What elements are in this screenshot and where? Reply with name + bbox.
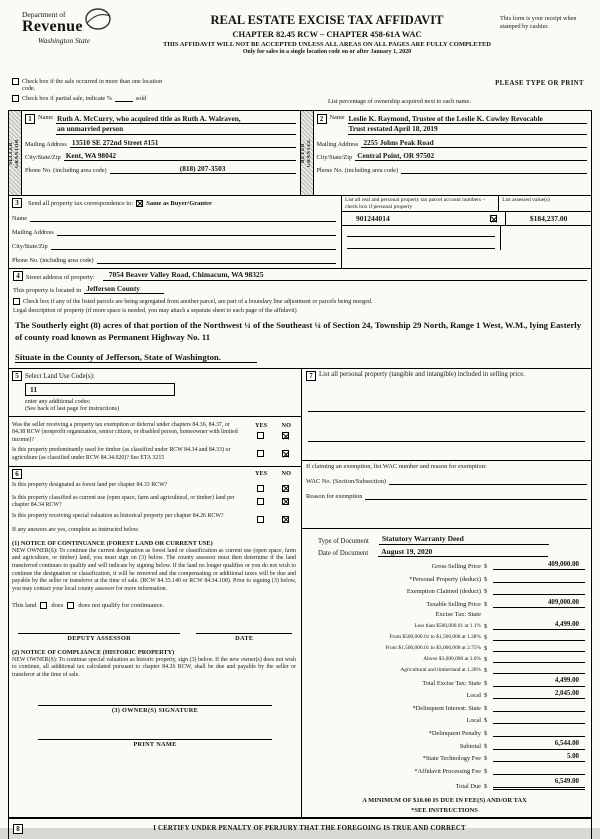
tax-row-label: Exemption Claimed (deduct)	[406, 588, 481, 595]
seller-csz-field[interactable]: Kent, WA 98042	[64, 152, 296, 161]
corr-csz-field[interactable]	[51, 241, 336, 250]
tax-row	[304, 766, 585, 775]
seller-grantor-band	[9, 111, 22, 195]
tax-row	[304, 740, 585, 749]
exemption-reason-field[interactable]	[365, 491, 587, 500]
section-6	[9, 467, 301, 817]
located-in-label: This property is located in	[13, 287, 82, 295]
buyer-name-line1: Leslie K. Raymond, Trustee of the Leslie K. Cowley Revocable	[348, 114, 587, 124]
tax-row-label: Total Excise Tax: State	[422, 679, 481, 687]
if-yes-note: If any answers are yes, complete as instructed below.	[12, 526, 140, 533]
buyer-phone-label: Phone No. (including area code)	[316, 167, 399, 174]
tax-row-value	[493, 703, 585, 712]
tax-row	[304, 728, 585, 737]
excise-tax-table	[304, 557, 585, 790]
tax-row-label: Local	[466, 717, 481, 725]
type-of-document-label: Type of Document	[318, 537, 369, 545]
tax-row-value: 4,499.00	[493, 621, 585, 630]
buyer-mailing-field[interactable]: 2255 Johns Peak Road	[361, 139, 587, 148]
section-4-number: 4	[13, 271, 23, 281]
assessor-date-field[interactable]	[196, 623, 292, 634]
buyer-phone-field[interactable]	[401, 165, 587, 174]
assessor-signature-row	[18, 623, 292, 642]
same-as-buyer-label: Same as Buyer/Grantee	[146, 199, 212, 207]
grantee-band-label: GRANTEE	[306, 138, 312, 168]
tax-row	[304, 632, 585, 641]
tax-row-label: Excise Tax: State	[435, 611, 481, 619]
tax-row-label: Agricultural and timberland at 1.28%	[400, 666, 481, 673]
tax-row	[304, 778, 585, 789]
owner-signature-block	[38, 695, 272, 714]
top-options	[10, 78, 590, 110]
multi-location-option	[12, 78, 174, 93]
land-does-not-checkbox[interactable]	[67, 602, 74, 609]
partial-sale-checkbox[interactable]	[12, 95, 19, 102]
section-8-number: 8	[13, 824, 23, 834]
print-name-label: PRINT NAME	[133, 740, 177, 748]
type-of-document-value: Statutory Warranty Deed	[379, 535, 549, 545]
exemption-intro: If claiming an exemption, list WAC number and reason for exemption:	[306, 463, 487, 471]
seller-csz-label: City/State/Zip	[25, 154, 61, 161]
exemption-question: Was the seller receiving a property tax exemption or deferral under chapters 84.36, 84.37, or 84.38 RCW (nonprofit organization, senior citizen, or disabled person, homeowner with limited income)?	[12, 422, 238, 443]
currency-symbol: $	[484, 717, 488, 725]
tax-row-value	[493, 665, 585, 674]
tax-row	[304, 665, 585, 674]
seller-mailing-label: Mailing Address	[25, 140, 67, 148]
currency-symbol: $	[484, 666, 488, 674]
parcel-personal-property-checkbox[interactable]	[490, 215, 497, 222]
section-1-number: 1	[25, 114, 35, 124]
parties-section	[9, 111, 591, 196]
notice-compliance-body: NEW OWNER(S): To continue special valuation as historic property, sign (3) below. If the new owner(s) does not wish to continue, all additional tax calculated pursuant to chapter 84.26 RCW, shall be due and payable by the seller or transferor at the time of sale.	[12, 656, 296, 679]
current-use-yes-checkbox[interactable]	[257, 498, 264, 505]
parcel-blank-field[interactable]	[342, 238, 501, 250]
deputy-assessor-label: DEPUTY ASSESSOR	[67, 634, 132, 642]
currency-symbol: $	[484, 563, 488, 570]
see-back-note: (See back of last page for instructions)	[25, 406, 120, 413]
county-value: Jefferson County	[84, 285, 164, 294]
tax-row-value: 409,000.00	[493, 561, 585, 570]
parcel-number-value: 901244014	[356, 214, 390, 224]
tax-row-label: *Delinquent Penalty	[428, 729, 481, 737]
timber-no-checkbox[interactable]	[282, 450, 289, 457]
tax-computation	[302, 529, 591, 817]
tax-row-label: From $1,500,000.01 to $3,000,000 at 2.75%	[385, 644, 481, 651]
assessed-value-header: List assessed value(s)	[502, 197, 550, 203]
lower-sections	[9, 369, 591, 817]
currency-symbol: $	[484, 633, 488, 641]
form-title: REAL ESTATE EXCISE TAX AFFIDAVIT	[210, 13, 444, 27]
tax-row-label: *Affidavit Processing Fee	[414, 767, 481, 775]
buyer-csz-field[interactable]: Central Point, OR 97502	[355, 152, 587, 161]
tax-row	[304, 611, 585, 618]
see-instructions-note: *SEE INSTRUCTIONS	[411, 806, 478, 814]
multi-location-label: Check box if the sale occurred in more than one location code.	[22, 78, 163, 93]
section-4	[9, 269, 591, 369]
currency-symbol: $	[484, 692, 488, 700]
street-address-label: Street address of property:	[26, 274, 95, 281]
multi-location-checkbox[interactable]	[12, 78, 19, 85]
form-header	[0, 0, 600, 76]
corr-name-field[interactable]	[30, 213, 336, 222]
tax-row-value: 2,045.00	[493, 690, 585, 699]
send-correspondence-label: Send all property tax correspondence to:	[28, 199, 134, 207]
currency-symbol: $	[484, 655, 488, 663]
tax-row-label: *State Technology Fee	[422, 755, 481, 763]
parcel-table	[341, 196, 591, 268]
buyer-mailing-label: Mailing Address	[316, 140, 359, 148]
certify-text: I CERTIFY UNDER PENALTY OF PERJURY THAT THE FOREGOING IS TRUE AND CORRECT	[153, 825, 466, 833]
buyer-band-label: BUYER	[300, 142, 306, 163]
receipt-note: This form is your receipt when stamped by cashier.	[500, 15, 577, 31]
right-column	[302, 369, 591, 817]
seller-mailing-field[interactable]: 13510 SE 272nd Street #151	[70, 139, 296, 148]
buyer-grantee-band	[301, 111, 314, 195]
tax-row	[304, 677, 585, 686]
date-label: DATE	[235, 634, 254, 642]
parcel-numbers-header: List all real and personal property tax parcel account numbers – check box if personal property	[342, 196, 499, 211]
currency-symbol: $	[484, 644, 488, 652]
tax-row-value	[493, 766, 585, 775]
yes-header: YES	[255, 422, 268, 430]
tax-row	[304, 599, 585, 608]
situate-text: Situate in the County of Jefferson, State of Washington.	[15, 352, 257, 363]
tax-row-label: Taxable Selling Price	[426, 600, 481, 608]
exemption-section	[302, 461, 591, 529]
wac-number-field[interactable]	[389, 476, 587, 485]
currency-symbol: $	[484, 704, 488, 712]
currency-symbol: $	[484, 575, 488, 583]
personal-property-label: List all personal property (tangible and intangible) included in selling price.	[319, 371, 525, 379]
print-name-block	[38, 729, 272, 748]
section-6-number: 6	[12, 469, 22, 479]
left-column	[9, 369, 302, 817]
currency-symbol: $	[484, 622, 488, 630]
section-5-number: 5	[12, 371, 22, 381]
no-header: NO	[281, 470, 291, 478]
buyer-name-line2: Trust restated April 18, 2019	[348, 124, 587, 134]
exemption-reason-label: Reason for exemption	[306, 493, 363, 501]
parcel-blank-field[interactable]	[342, 226, 501, 238]
tax-row-label: Subtotal	[459, 742, 481, 750]
owner-signature-label: (3) OWNER(S) SIGNATURE	[111, 706, 199, 714]
current-use-question: Is this property classified as current use (open space, farm and agricultural, or timber) land per chapter 84.34 RCW?	[12, 494, 235, 509]
buyer-name-field[interactable]	[348, 114, 587, 135]
seller-name-label: Name	[38, 114, 54, 121]
timber-yes-checkbox[interactable]	[257, 450, 264, 457]
grantor-band-label: GRANTOR	[15, 138, 20, 168]
section-3	[9, 196, 591, 269]
historic-no-checkbox[interactable]	[282, 516, 289, 523]
historic-yes-checkbox[interactable]	[257, 516, 264, 523]
street-address-field[interactable]	[270, 272, 587, 281]
ownership-percentage-note: List percentage of ownership acquired next to each name.	[328, 98, 471, 105]
tax-row-value	[493, 728, 585, 737]
currency-symbol: $	[484, 742, 488, 750]
additional-codes-label: enter any additional codes:	[25, 399, 91, 406]
tax-row-value	[493, 586, 585, 595]
currency-symbol: $	[484, 755, 488, 763]
legal-description-label: Legal description of property (if more space is needed, you may attach a separate sheet to each page of the affidavit)	[13, 308, 297, 315]
tax-row-value: 409,000.00	[493, 599, 585, 608]
buyer-name-label: Name	[329, 114, 345, 121]
parcel-blank-row	[342, 226, 591, 238]
print-name-field[interactable]	[38, 729, 272, 740]
seller-name-line1: Ruth A. McCurry, who acquired title as Ruth A. Walraven,	[56, 114, 295, 124]
tax-row	[304, 715, 585, 724]
tax-row	[304, 654, 585, 663]
tax-row	[304, 586, 585, 595]
seller-section	[9, 111, 300, 195]
legal-description-value: The Southerly eight (8) acres of that portion of the Northwest ¼ of the Southeast ¼ of Section 24, Township 29 North, Range 1 West, W.M., lying Easterly of county road known as Permanent Highway No. 11	[15, 320, 582, 342]
seller-phone-label: Phone No. (including area code)	[25, 167, 107, 175]
tax-row-label: Local	[466, 692, 481, 700]
yes-header: YES	[255, 470, 268, 478]
notice-compliance-title: (2) NOTICE OF COMPLIANCE (HISTORIC PROPERTY)	[12, 648, 175, 656]
dor-logo	[22, 7, 154, 76]
currency-symbol: $	[484, 679, 488, 687]
corr-csz-label: City/State/Zip	[12, 243, 48, 250]
personal-property-field[interactable]	[308, 427, 585, 442]
logo-department-of-text: Department of	[22, 10, 66, 19]
timber-question: Is this property predominantly used for timber (as classified under RCW 84.34 and 84.33) or agriculture (as classified under RCW 84.34.020)? See ETA 3215	[12, 447, 231, 461]
land-does-checkbox[interactable]	[40, 602, 47, 609]
personal-property-field[interactable]	[308, 397, 585, 412]
forest-land-question: Is this property designated as forest land per chapter 84.33 RCW?	[12, 481, 168, 488]
corr-phone-field[interactable]	[97, 255, 336, 264]
tax-row	[304, 574, 585, 583]
currency-symbol: $	[484, 729, 488, 737]
wac-number-label: WAC No. (Section/Subsection)	[306, 478, 387, 486]
tax-row-label: Gross Selling Price	[431, 563, 481, 570]
assessed-value: $184,237.00	[529, 214, 568, 224]
corr-name-label: Name	[12, 215, 28, 222]
currency-symbol: $	[484, 588, 488, 595]
continuance-qualify-row	[12, 602, 298, 609]
section-5	[9, 369, 301, 417]
correspondence-block	[9, 196, 341, 268]
logo-revenue-text: Revenue	[22, 18, 83, 35]
notice-continuance-body: NEW OWNER(S): To continue the current designation as forest land or classification as current use (open space, farm and agriculture, or timber) land, you must sign on (3) below. The county assessor must then determine if the land transferred continues to qualify and will indicate by signing below. If the land no longer qualifies or you do not wish to continue the designation or classification, it will be removed and the compensating or additional taxes will be due and payable by the seller or transferor at the time of sale. (RCW 84.33.140 or RCW 84.34.108). Prior to signing (3) below, you may contact your local county assessor for more information.	[12, 547, 296, 592]
currency-symbol: $	[484, 782, 488, 790]
no-header: NO	[281, 422, 291, 430]
section-8-partial	[9, 817, 591, 839]
this-land-label: This land	[12, 601, 37, 609]
segregated-checkbox[interactable]	[13, 298, 20, 305]
does-not-label: does not qualify for continuance.	[78, 601, 165, 609]
section-3-number: 3	[12, 198, 22, 208]
buyer-csz-label: City/State/Zip	[316, 154, 353, 161]
forest-yes-checkbox[interactable]	[257, 485, 264, 492]
parcel-blank-row	[342, 238, 591, 250]
tax-row-value	[493, 715, 585, 724]
tax-row	[304, 703, 585, 712]
tax-row-label: Above $3,000,000 at 3.0%	[423, 655, 481, 662]
please-type-or-print-label: PLEASE TYPE OR PRINT	[495, 80, 584, 87]
tax-row-label: Less than $500,000.01 at 1.1%	[414, 622, 481, 629]
does-label: does	[51, 601, 64, 609]
tax-row	[304, 753, 585, 762]
tax-row-label: *Personal Property (deduct)	[409, 575, 481, 583]
minimum-due-note: A MINIMUM OF $10.00 IS DUE IN FEE(S) AND/OR TAX	[362, 796, 527, 804]
deputy-assessor-signature-field[interactable]	[18, 623, 180, 634]
notice-continuance-title: (1) NOTICE OF CONTINUANCE (FORE​ST LAND OR CURRENT USE)	[12, 539, 213, 547]
corr-phone-label: Phone No. (including area code)	[12, 257, 94, 264]
land-use-label: Select Land Use Code(s):	[25, 372, 95, 380]
tax-row	[304, 643, 585, 652]
seller-name-field[interactable]	[56, 114, 295, 135]
form-body	[8, 110, 592, 839]
buyer-section	[300, 111, 592, 195]
segregated-label: Check box if any of the listed parcels are being segregated from another parcel, are part of a boundary line adjustment or parcels being merged.	[23, 298, 373, 305]
tax-row-label: From $500,000.01 to $1,500,000 at 1.28%	[389, 633, 481, 640]
historic-property-question: Is this property receiving special valuation as historical property per chapter 84.26 RCW?	[12, 512, 224, 519]
seller-phone-field[interactable]: (818) 207-3503	[110, 165, 296, 174]
forest-no-checkbox[interactable]	[282, 485, 289, 492]
tax-row	[304, 621, 585, 630]
currency-symbol: $	[484, 767, 488, 775]
corr-mailing-field[interactable]	[57, 227, 336, 236]
tax-row-value	[493, 654, 585, 663]
tax-row-value	[493, 632, 585, 641]
seller-name-line2: an unmarried person	[56, 124, 295, 134]
title-block	[154, 7, 500, 76]
date-of-document-value: August 19, 2020	[378, 548, 548, 558]
partial-sale-percent-field[interactable]	[115, 95, 133, 102]
partial-sale-suffix: sold	[135, 95, 147, 102]
tax-row	[304, 561, 585, 570]
tax-row	[304, 690, 585, 699]
form-warning-line: THIS AFFIDAVIT WILL NOT BE ACCEPTED UNLESS ALL AREAS ON ALL PAGES ARE FULLY COMPLETED	[163, 41, 491, 48]
currency-symbol: $	[484, 600, 488, 608]
exemption-yes-checkbox[interactable]	[257, 432, 264, 439]
owner-signature-field[interactable]	[38, 695, 272, 706]
tax-row-value: 4,499.00	[493, 677, 585, 686]
section-2-number: 2	[317, 114, 327, 124]
section-7-number: 7	[306, 371, 316, 381]
tax-row-label: Total Due	[455, 782, 481, 790]
tax-row-value	[493, 643, 585, 652]
tax-row-value: 6,549.00	[493, 778, 585, 789]
tax-row-value: 5.00	[493, 753, 585, 762]
tax-row-label: *Delinquent Interest: State	[412, 704, 481, 712]
situate-line	[13, 352, 587, 362]
partial-sale-label: Check box if partial sale, indicate %	[22, 95, 112, 102]
exemption-no-checkbox[interactable]	[282, 432, 289, 439]
partial-sale-option	[12, 95, 146, 102]
date-of-document-label: Date of Document	[318, 550, 369, 558]
same-as-buyer-checkbox[interactable]	[136, 200, 143, 207]
section-5-questions	[9, 417, 301, 467]
corr-mailing-label: Mailing Address	[12, 229, 54, 236]
tax-row-value: 6,544.00	[493, 740, 585, 749]
street-address-value: 7054 Beaver Valley Road, Chimacum, WA 98325	[103, 271, 270, 281]
dor-emblem-icon	[82, 7, 112, 31]
current-use-no-checkbox[interactable]	[282, 498, 289, 505]
land-use-code-field[interactable]: 11	[25, 383, 175, 396]
section-7	[302, 369, 591, 461]
form-only-note: Only for sales in a single location code on or after January 1, 2020	[242, 49, 412, 55]
tax-row-value	[493, 574, 585, 583]
seller-band-label: SELLER	[9, 141, 14, 165]
logo-washington-state-text: Washington State	[38, 36, 91, 45]
form-chapter-line: CHAPTER 82.45 RCW – CHAPTER 458-61A WAC	[232, 29, 422, 39]
